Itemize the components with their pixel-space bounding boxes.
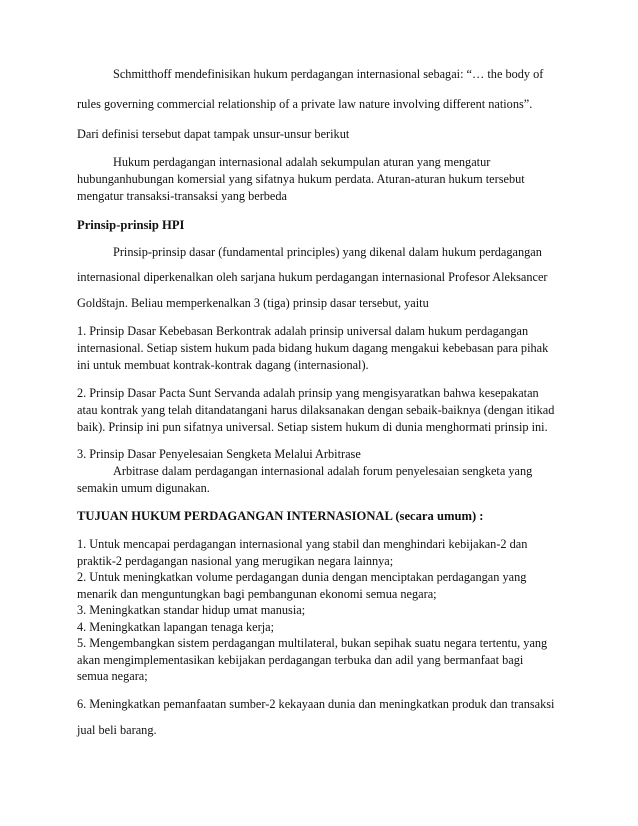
paragraph-line: Hukum perdagangan internasional adalah sekumpulan aturan yang mengatur xyxy=(113,155,491,169)
list-item-line: internasional. Setiap sistem hukum pada bidang hukum dagang mengakui kebebasan para pihak xyxy=(77,341,549,355)
list-item-line: akan mengimplementasikan kebijakan perdagangan terbuka dan adil yang bermanfaat bagi xyxy=(77,653,524,667)
list-item-line: atau kontrak yang telah ditandatangani harus dilaksanakan dengan sebaik-baiknya (dengan itikad xyxy=(77,403,555,417)
list-item-line: baik). Prinsip ini pun sifatnya universal. Setiap sistem hukum di dunia menghormati prinsip ini. xyxy=(77,420,548,434)
paragraph-line: rules governing commercial relationship of a private law nature involving different nations”. xyxy=(77,97,533,111)
list-item-line: 2. Prinsip Dasar Pacta Sunt Servanda adalah prinsip yang mengisyaratkan bahwa kesepakatan xyxy=(77,386,539,400)
list-item-line: 4. Meningkatkan lapangan tenaga kerja; xyxy=(77,620,275,634)
list-item-line: praktik-2 perdagangan nasional yang merugikan negara lainnya; xyxy=(77,554,394,568)
paragraph-line: internasional diperkenalkan oleh sarjana hukum perdagangan internasional Profesor Aleksancer xyxy=(77,270,548,284)
list-item-line: semua negara; xyxy=(77,669,148,683)
list-item-line: ini untuk membuat kontrak-kontrak dagang (internasional). xyxy=(77,358,369,372)
section-heading: Prinsip-prinsip HPI xyxy=(77,218,185,232)
list-item-line: 2. Untuk meningkatkan volume perdagangan dunia dengan menciptakan perdagangan yang xyxy=(77,570,527,584)
list-item-line: 6. Meningkatkan pemanfaatan sumber-2 kekayaan dunia dan meningkatkan produk dan transaksi xyxy=(77,697,555,711)
list-item-line: 3. Meningkatkan standar hidup umat manusia; xyxy=(77,603,306,617)
list-item-line: jual beli barang. xyxy=(77,723,157,737)
paragraph-line: Prinsip-prinsip dasar (fundamental principles) yang dikenal dalam hukum perdagangan xyxy=(113,245,542,259)
paragraph-line: Dari definisi tersebut dapat tampak unsur-unsur berikut xyxy=(77,127,350,141)
paragraph-line: hubunganhubungan komersial yang sifatnya hukum perdata. Aturan-aturan hukum tersebut xyxy=(77,172,525,186)
list-item-line: 3. Prinsip Dasar Penyelesaian Sengketa Melalui Arbitrase xyxy=(77,447,361,461)
list-item-line: 5. Mengembangkan sistem perdagangan multilateral, bukan sepihak suatu negara tertentu, yang xyxy=(77,636,548,650)
list-item-line: menarik dan menguntungkan bagi pembangunan ekonomi semua negara; xyxy=(77,587,437,601)
paragraph-line: mengatur transaksi-transaksi yang berbeda xyxy=(77,189,287,203)
list-item-line: 1. Untuk mencapai perdagangan internasional yang stabil dan menghindari kebijakan-2 dan xyxy=(77,537,528,551)
paragraph-line: Arbitrase dalam perdagangan internasional adalah forum penyelesaian sengketa yang xyxy=(113,464,533,478)
paragraph-line: Goldštajn. Beliau memperkenalkan 3 (tiga) prinsip dasar tersebut, yaitu xyxy=(77,296,429,310)
list-item-line: 1. Prinsip Dasar Kebebasan Berkontrak adalah prinsip universal dalam hukum perdagangan xyxy=(77,324,529,338)
section-heading: TUJUAN HUKUM PERDAGANGAN INTERNASIONAL (secara umum) : xyxy=(77,509,484,523)
paragraph-line: semakin umum digunakan. xyxy=(77,481,210,495)
paragraph-line: Schmitthoff mendefinisikan hukum perdagangan internasional sebagai: “… the body of xyxy=(113,67,544,81)
